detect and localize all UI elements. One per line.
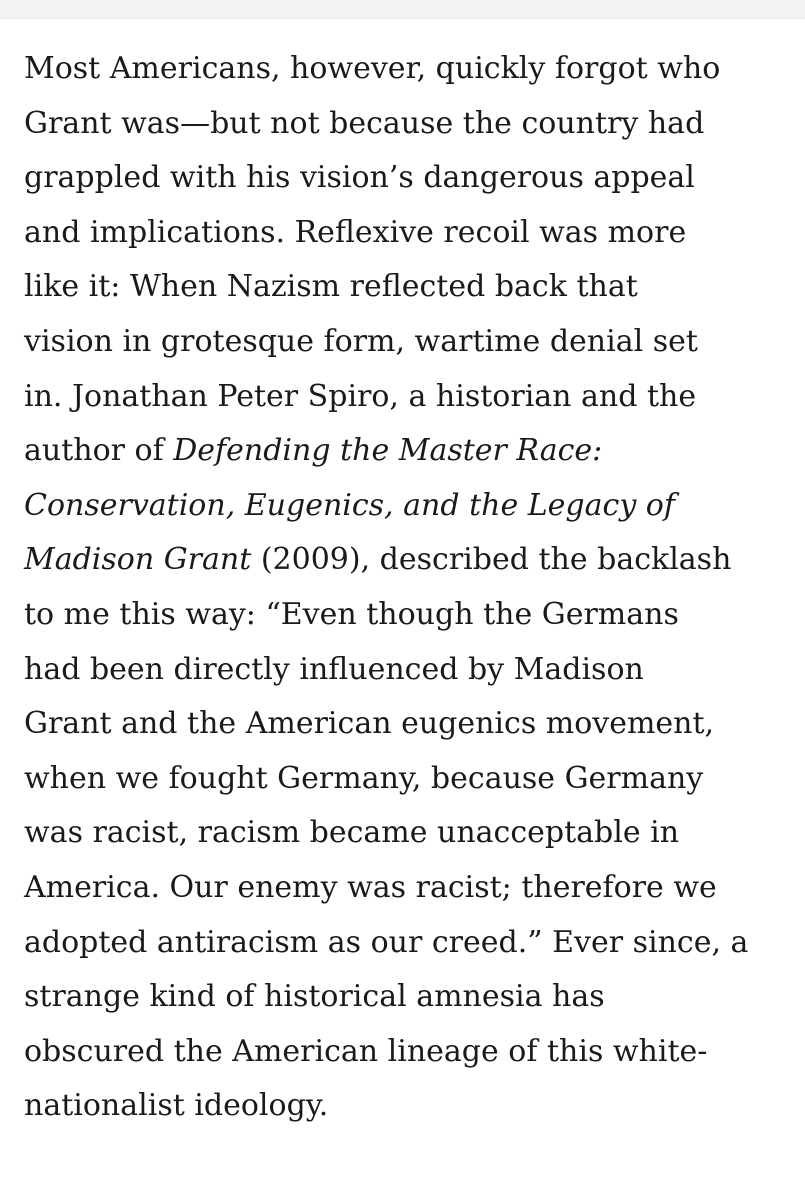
text-line: vision in grotesque form, wartime denial set bbox=[24, 323, 698, 359]
text-line: nationalist ideology. bbox=[24, 1088, 329, 1124]
text-line: grappled with his vision’s dangerous appeal bbox=[24, 160, 695, 196]
text-line: when we fought Germany, because Germany bbox=[24, 760, 704, 796]
top-edge-bar bbox=[0, 0, 805, 19]
text-line: had been directly influenced by Madison bbox=[24, 651, 644, 687]
text-line: like it: When Nazism reflected back that bbox=[24, 269, 638, 305]
article-paragraph bbox=[24, 42, 794, 1134]
book-title-italic: Madison Grant bbox=[24, 542, 252, 578]
text-line: strange kind of historical amnesia has bbox=[24, 979, 605, 1015]
text-line: America. Our enemy was racist; therefore we bbox=[24, 869, 717, 905]
text-line: Grant and the American eugenics movement, bbox=[24, 706, 715, 742]
text-line: Grant was—but not because the country had bbox=[24, 105, 705, 141]
book-title-italic: Conservation, Eugenics, and the Legacy of bbox=[24, 487, 675, 523]
text-line: in. Jonathan Peter Spiro, a historian and the bbox=[24, 378, 697, 414]
text-line: Madison Grant (2009), described the backlash bbox=[24, 542, 732, 578]
text-line: author of Defending the Master Race: bbox=[24, 433, 603, 469]
text-line bbox=[24, 479, 794, 534]
text-line: obscured the American lineage of this white- bbox=[24, 1033, 708, 1069]
text-line: and implications. Reflexive recoil was more bbox=[24, 214, 687, 250]
text-line: Most Americans, however, quickly forgot who bbox=[24, 51, 721, 86]
text-line: was racist, racism became unacceptable in bbox=[24, 815, 680, 851]
book-title-italic: Defending the Master Race: bbox=[173, 433, 603, 469]
text-line: adopted antiracism as our creed.” Ever since, a bbox=[24, 924, 749, 960]
text-line: to me this way: “Even though the Germans bbox=[24, 596, 679, 632]
